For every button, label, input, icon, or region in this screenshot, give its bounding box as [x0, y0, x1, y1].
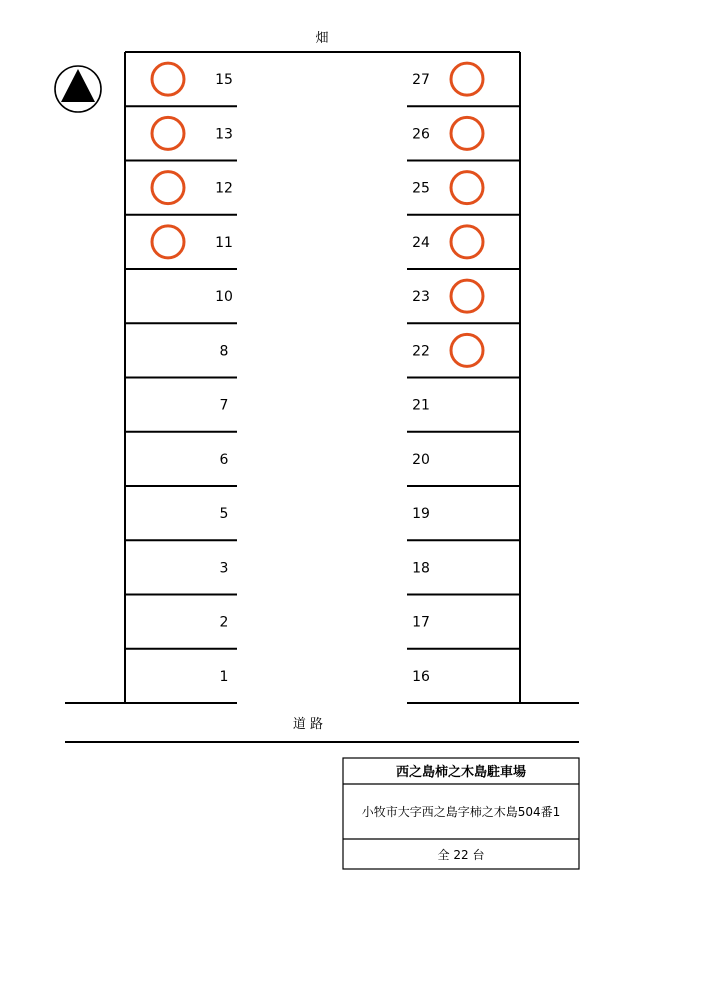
available-marker-icon [451, 280, 483, 312]
north-arrow-icon [55, 66, 101, 112]
stall-number: 17 [412, 614, 430, 631]
available-marker-icon [451, 226, 483, 258]
left-stall-column [125, 63, 237, 703]
available-marker-icon [451, 63, 483, 95]
stall-number: 16 [412, 668, 430, 685]
road-label: 道 路 [292, 717, 324, 732]
available-marker-icon [451, 172, 483, 204]
stall-number: 7 [219, 397, 229, 414]
stall-number: 21 [412, 397, 430, 414]
stall-number: 13 [215, 126, 233, 143]
stall-number: 8 [219, 343, 229, 360]
stall-number: 26 [412, 126, 430, 143]
stall-number: 3 [219, 560, 229, 577]
stall-number: 20 [412, 451, 430, 468]
stall-number: 11 [215, 234, 233, 251]
stall-number: 23 [412, 289, 430, 306]
stall-number: 18 [412, 560, 430, 577]
stall-number: 6 [219, 451, 229, 468]
available-marker-icon [152, 63, 184, 95]
stall-number: 19 [412, 506, 430, 523]
stall-number: 27 [412, 72, 430, 89]
stall-number: 10 [215, 289, 233, 306]
available-marker-icon [451, 334, 483, 366]
available-marker-icon [152, 172, 184, 204]
right-stall-column [407, 63, 520, 703]
stall-number: 25 [412, 180, 430, 197]
stall-number: 12 [215, 180, 233, 197]
info-box [343, 758, 579, 869]
info-box-capacity: 全 22 台 [437, 848, 485, 862]
info-box-title: 西之島柿之木島駐車場 [395, 765, 527, 780]
field-label: 畑 [315, 31, 329, 46]
available-marker-icon [152, 226, 184, 258]
available-marker-icon [451, 117, 483, 149]
stall-number: 15 [215, 72, 233, 89]
stall-number: 5 [219, 506, 229, 523]
info-box-address: 小牧市大字西之島字柿之木島504番1 [361, 805, 561, 819]
stall-number: 2 [219, 614, 229, 631]
stall-number: 1 [219, 668, 229, 685]
stall-number: 24 [412, 234, 430, 251]
available-marker-icon [152, 117, 184, 149]
stall-number: 22 [412, 343, 430, 360]
